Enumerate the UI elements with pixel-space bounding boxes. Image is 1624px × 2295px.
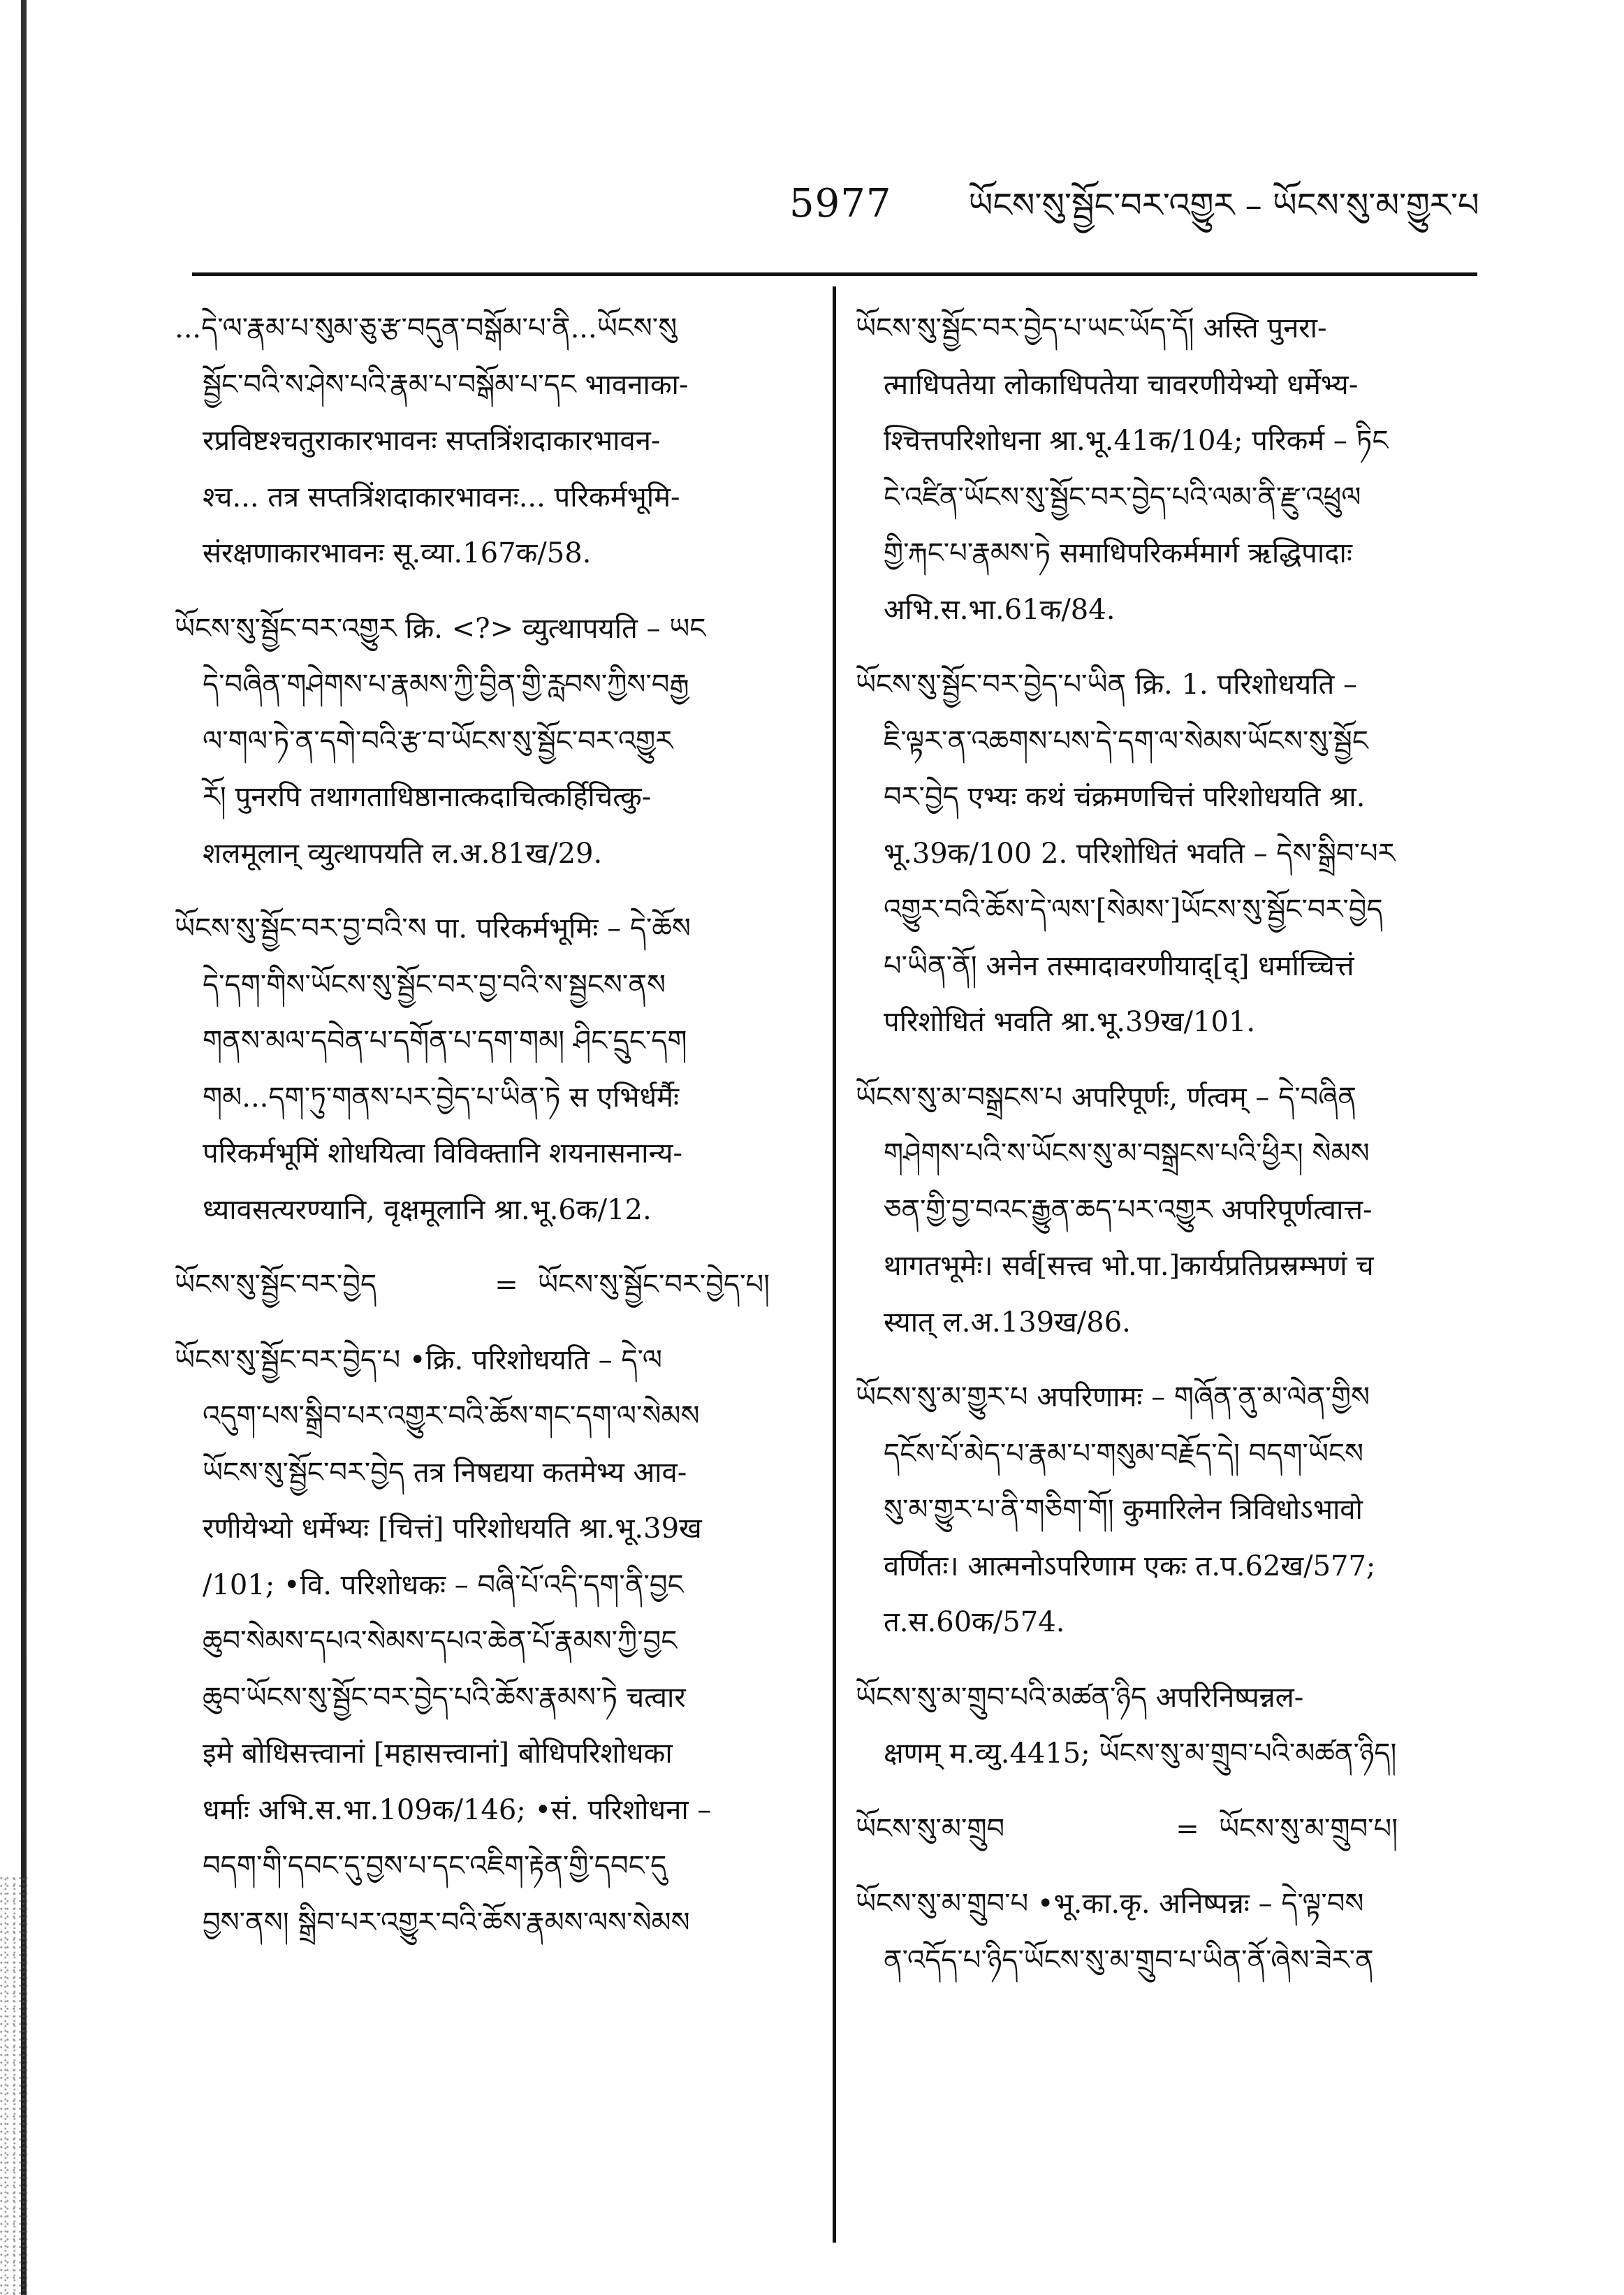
entry-line: ཡོངས་སུ་མ་གྲུབ་པ •भू.का.कृ. अनिष्पन्नः – དེ་ལྟ་བས xyxy=(856,1888,1364,1920)
entry-line: པ་ཡིན་ནོ། अनेन तस्मादावरणीयाद्[द्] धर्माच्चित्तं xyxy=(884,949,1354,982)
entry-line: इमे बोधिसत्त्वानां [महासत्त्वानां] बोधिपरिशोधका xyxy=(203,1737,673,1770)
xref-headword: ཡོངས་སུ་སྦྱོང་བར་བྱེད xyxy=(175,1269,377,1301)
entry-line: परिकर्मभूमिं शोधयित्वा विविक्तानि शयनासनान्य- xyxy=(203,1137,682,1170)
dictionary-entry xyxy=(856,1070,1477,1351)
entry-line: དེ་བཞིན་གཤེགས་པ་རྣམས་ཀྱི་བྱིན་གྱི་རླབས་ཀྱིས་བརྒྱ xyxy=(203,669,689,701)
entry-line: वर्णितः। आत्मनोऽपरिणाम एकः त.प.62ख/577; xyxy=(884,1550,1376,1582)
entry-line: བདག་གི་དབང་དུ་བྱས་པ་དང་འཇིག་རྟེན་གྱི་དབང་དུ xyxy=(203,1850,667,1882)
entry-line: क्षणम् म.व्यु.4415; ཡོངས་སུ་མ་གྲུབ་པའི་མཚན་ཉིད། xyxy=(884,1737,1397,1770)
entry-line: འདུག་པས་སྒྲིབ་པར་འགྱུར་བའི་ཆོས་གང་དག་ལ་སེམས xyxy=(203,1400,700,1432)
entry-line: धर्माः अभि.स.भा.109क/146; •सं. परिशोधना – xyxy=(203,1793,712,1826)
entry-line: अभि.स.भा.61क/84. xyxy=(884,593,1115,626)
entry-line: ཡོངས་སུ་སྦྱོང་བར་འགྱུར क्रि. <?> व्युत्थापयति – ཡང xyxy=(175,612,706,645)
dictionary-entry xyxy=(856,1670,1477,1782)
entry-line: त्माधिपतेया लोकाधिपतेया चावरणीयेभ्यो धर्मेभ्य- xyxy=(884,368,1359,401)
entry-line: ཅན་གྱི་བྱ་བའང་རྒྱུན་ཆད་པར་འགྱུར अपरिपूर्णत्वात्त- xyxy=(884,1193,1373,1226)
xref-target: ཡོངས་སུ་མ་གྲུབ་པ། xyxy=(1219,1812,1398,1845)
entry-line: त.स.60क/574. xyxy=(884,1606,1065,1638)
entry-line: སྦྱོང་བའི་ས་ཤེས་པའི་རྣམ་པ་བསྒོམ་པ་དང भावनाका- xyxy=(203,368,689,401)
entry-line: श्चित्तपरिशोधना श्रा.भू.41क/104; परिकर्म – ཏིང xyxy=(884,425,1389,457)
entry-line: थागतभूमेः। सर्व[सत्त्व भो.पा.]कार्यप्रतिप्रस्रम्भणं च xyxy=(884,1250,1374,1282)
entry-line: श्च... तत्र सप्तत्रिंशदाकारभावनः... परिकर्मभूमि- xyxy=(203,481,680,513)
entry-line: ཡོངས་སུ་སྦྱོང་བར་བྱེད་པ་ཡིན क्रि. 1. परिशोधयति – xyxy=(856,669,1358,701)
cross-reference-entry xyxy=(175,1257,817,1313)
entry-line: ཡོངས་སུ་མ་གྱུར་པ अपरिणामः – གཞོན་ནུ་མ་ལེན་གྱིས xyxy=(856,1381,1370,1413)
xref-target: ཡོངས་སུ་སྦྱོང་བར་བྱེད་པ། xyxy=(538,1269,770,1301)
scan-noise xyxy=(0,1876,28,2295)
entry-line: གནས་མལ་དབེན་པ་དགོན་པ་དག་གམ། ཤིང་དྲུང་དག xyxy=(203,1025,687,1057)
entry-line: ཡོངས་སུ་སྦྱོང་བར་བྱེད तत्र निषद्यया कतमेभ्य आव- xyxy=(203,1456,687,1489)
entry-line: ...དེ་ལ་རྣམ་པ་སུམ་ཅུ་རྩ་བདུན་བསྒོམ་པ་ནི...ཡོངས་སུ xyxy=(175,312,678,344)
left-column xyxy=(175,300,817,1969)
entry-line: परिशोधितं भवति श्रा.भू.39ख/101. xyxy=(884,1006,1256,1038)
dictionary-entry xyxy=(856,1369,1477,1651)
entry-line: རོ། पुनरपि तथागताधिष्ठानात्कदाचित्कर्हिचित्कु- xyxy=(203,781,652,813)
entry-line: སུ་མ་གྱུར་པ་ནི་གཅིག་གོ། कुमारिलेन त्रिविधोऽभावो xyxy=(884,1494,1363,1526)
xref-headword: ཡོངས་སུ་མ་གྲུབ xyxy=(856,1812,1005,1845)
entry-line: भू.39क/100 2. परिशोधितं भवति – དེས་སྒྲིབ་པར xyxy=(884,837,1396,870)
entry-line: དེ་དག་གིས་ཡོངས་སུ་སྦྱོང་བར་བྱ་བའི་ས་སྦྱངས་ནས xyxy=(203,968,666,1001)
running-head: ཡོངས་སུ་སྦྱོང་བར་འགྱུར – ཡོངས་སུ་མ་གྱུར་པ xyxy=(968,186,1479,225)
entry-line: ལ་གལ་ཏེ་ན་དགེ་བའི་རྩ་བ་ཡོངས་སུ་སྦྱོང་བར་འགྱུར xyxy=(203,724,673,757)
entry-line: संरक्षणाकारभावनः सू.व्या.167क/58. xyxy=(203,537,592,569)
header-rule xyxy=(192,272,1477,276)
entry-line: ཡོངས་སུ་སྦྱོང་བར་བྱེད་པ •क्रि. परिशोधयति – དེ་ལ xyxy=(175,1343,662,1376)
cross-reference-entry xyxy=(856,1801,1477,1858)
entry-line: བར་བྱེད एभ्यः कथं चंक्रमणचित्तं परिशोधयति श्रा. xyxy=(884,781,1366,813)
entry-line: /101; •वि. परिशोधकः – བཞི་པོ་འདི་དག་ནི་བྱང xyxy=(203,1568,684,1601)
entry-line: ध्यावसत्यरण्यानि, वृक्षमूलानि श्रा.भू.6क/12. xyxy=(203,1193,652,1226)
dictionary-entry xyxy=(856,300,1477,638)
entry-line: གཤེགས་པའི་ས་ཡོངས་སུ་མ་བསྒྲངས་པའི་ཕྱིར། སེམས xyxy=(884,1137,1370,1170)
entry-line: ཆུབ་ཡོངས་སུ་སྦྱོང་བར་བྱེད་པའི་ཆོས་རྣམས་ཏེ चत्वार xyxy=(203,1681,686,1714)
entry-line: रप्रविष्टश्चतुराकारभावनः सप्तत्रिंशदाकारभावन- xyxy=(203,425,661,457)
entry-line: ཡོངས་སུ་སྦྱོང་བར་བྱ་བའི་ས पा. परिकर्मभूमिः – དེ་ཆོས xyxy=(175,912,691,945)
entry-line: ན་འདོད་པ་ཉིད་ཡོངས་སུ་མ་གྲུབ་པ་ཡིན་ནོ་ཞེས་ཟེར་ན xyxy=(884,1944,1374,1976)
entry-line: स्यात् ल.अ.139ख/86. xyxy=(884,1306,1131,1339)
column-divider xyxy=(833,286,836,2243)
entry-line: ཡོངས་སུ་མ་གྲུབ་པའི་མཚན་ཉིད अपरिनिष्पन्नल- xyxy=(856,1681,1304,1714)
dictionary-entry xyxy=(856,1876,1477,1988)
dictionary-entry xyxy=(175,601,817,882)
page-number: 5977 xyxy=(789,181,892,226)
dictionary-entry xyxy=(175,1332,817,1951)
entry-line: रणीयेभ्यो धर्मेभ्यः [चित्तं] परिशोधयति श्रा.भू.39ख xyxy=(203,1513,702,1545)
entry-line: བྱས་ནས། སྒྲིབ་པར་འགྱུར་བའི་ཆོས་རྣམས་ལས་སེམས xyxy=(203,1906,690,1939)
entry-line: ངེ་འཛིན་ཡོངས་སུ་སྦྱོང་བར་བྱེད་པའི་ལམ་ནི་རྫུ་འཕྲུལ xyxy=(884,481,1361,513)
entry-line: ཡོངས་སུ་མ་བསྒྲངས་པ अपरिपूर्णः, र्णत्वम् – དེ་བཞིན xyxy=(856,1081,1356,1114)
equals-sign: = xyxy=(495,1269,518,1301)
entry-line: འགྱུར་བའི་ཆོས་དེ་ལས་[སེམས་]ཡོངས་སུ་སྦྱོང་བར་བྱེད xyxy=(884,894,1383,926)
entry-line: ཇི་ལྟར་ན་འཆགས་པས་དེ་དག་ལ་སེམས་ཡོངས་སུ་སྦྱོང xyxy=(884,724,1368,757)
dictionary-entry xyxy=(175,300,817,582)
dictionary-entry xyxy=(856,657,1477,1051)
entry-line: གམ...དག་ཏུ་གནས་པར་བྱེད་པ་ཡིན་ཏེ स एभिर्धर्मैः xyxy=(203,1081,680,1114)
equals-sign: = xyxy=(1176,1812,1199,1845)
entry-line: ཡོངས་སུ་སྦྱོང་བར་བྱེད་པ་ཡང་ཡོད་དོ། अस्ति पुनरा- xyxy=(856,312,1327,344)
entry-line: གྱི་རྐང་པ་རྣམས་ཏེ समाधिपरिकर्ममार्ग ऋद्धिपादाः xyxy=(884,537,1352,569)
page-header xyxy=(789,168,1488,224)
entry-line: དངོས་པོ་མེད་པ་རྣམ་པ་གསུམ་བརྗོད་དེ། བདག་ཡོངས xyxy=(884,1437,1363,1470)
entry-line: ཆུབ་སེམས་དཔའ་སེམས་དཔའ་ཆེན་པོ་རྣམས་ཀྱི་བྱང xyxy=(203,1625,678,1657)
dictionary-entry xyxy=(175,901,817,1238)
entry-line: शलमूलान् व्युत्थापयति ल.अ.81ख/29. xyxy=(203,837,603,870)
right-column xyxy=(856,300,1477,2007)
